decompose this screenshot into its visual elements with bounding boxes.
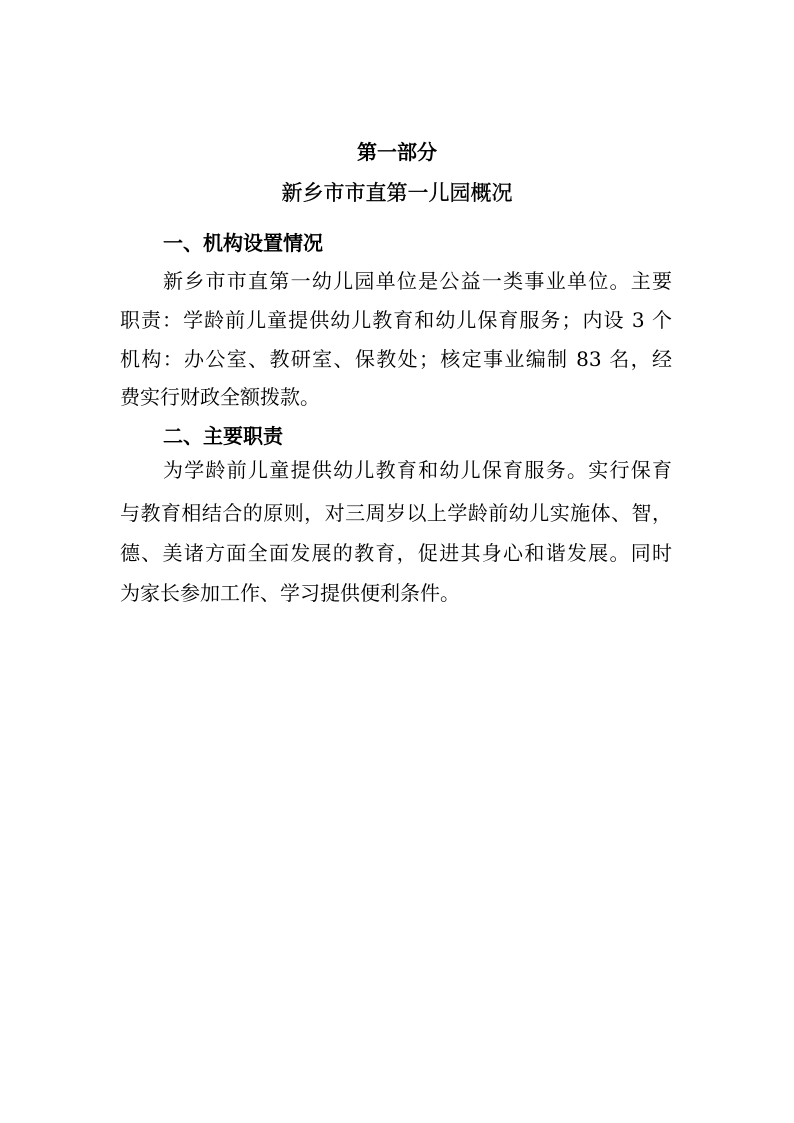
- document-title: 新乡市市直第一儿园概况: [281, 181, 513, 205]
- paragraph-line: 费实行财政全额拨款。: [120, 385, 320, 409]
- part-title: 第一部分: [357, 140, 437, 164]
- paragraph-line: 德、美诸方面全面发展的教育，促进其身心和谐发展。同时: [120, 541, 672, 565]
- section-heading-organization: 一、机构设置情况: [163, 231, 323, 255]
- paragraph-line: 新乡市市直第一幼儿园单位是公益一类事业单位。主要: [163, 269, 672, 293]
- paragraph-line: 为学龄前儿童提供幼儿教育和幼儿保育服务。实行保育: [163, 458, 672, 482]
- paragraph-line: 为家长参加工作、学习提供便利条件。: [120, 581, 460, 605]
- paragraph-line: 机构：办公室、教研室、保教处；核定事业编制 83 名，经: [120, 347, 672, 371]
- paragraph-line: 职责：学龄前儿童提供幼儿教育和幼儿保育服务；内设 3 个: [120, 308, 672, 332]
- section-heading-responsibilities: 二、主要职责: [163, 424, 283, 448]
- paragraph-line: 与教育相结合的原则，对三周岁以上学龄前幼儿实施体、智，: [120, 501, 672, 525]
